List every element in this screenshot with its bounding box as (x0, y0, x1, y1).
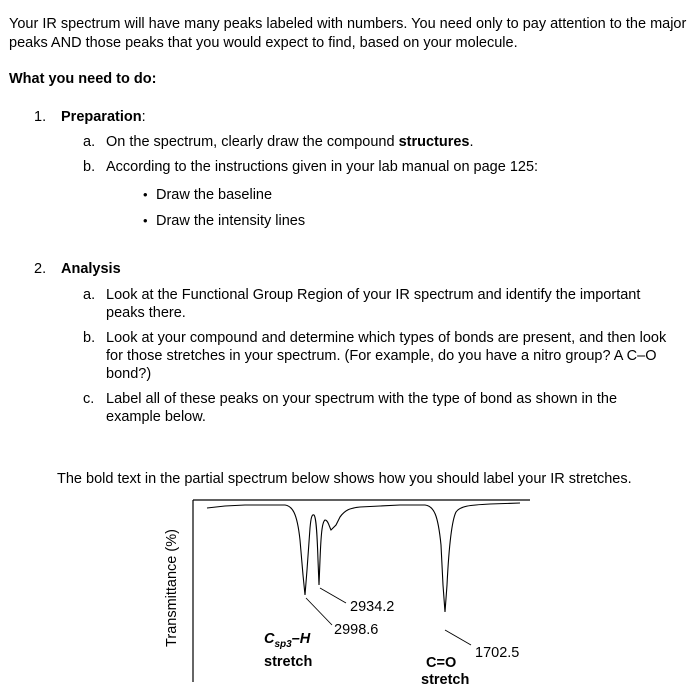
section2-title: Analysis (61, 261, 121, 277)
section1-a-letter: a. (83, 134, 96, 150)
section2-a-letter: a. (83, 287, 96, 303)
section1-b-text: According to the instructions given in your lab manual on page 125: (106, 159, 539, 175)
csp3-stretch-label: stretch (264, 654, 313, 670)
bullet-item-intensity: Draw the intensity lines (156, 213, 306, 229)
co-label: C=O (426, 655, 457, 671)
csp3-h-label (264, 630, 310, 654)
section1-a-after: . (469, 134, 474, 150)
co-stretch-label: stretch (421, 672, 470, 688)
section1-number: 1. (34, 109, 47, 125)
section1-b-letter: b. (83, 159, 96, 175)
peak-label-2934: 2934.2 (350, 599, 395, 615)
peak-label-2998: 2998.6 (334, 622, 379, 638)
section2-c-letter: c. (83, 391, 95, 407)
bullet-item-baseline: Draw the baseline (156, 187, 273, 203)
csp3-suffix: –H (291, 631, 311, 647)
section1-title-text: Preparation (61, 109, 142, 125)
csp3-base: C (264, 631, 275, 647)
section1-a-before: On the spectrum, clearly draw the compound (106, 134, 399, 150)
section2-a-text: Look at the Functional Group Region of your IR spectrum and identify the important peaks there. (106, 287, 641, 321)
y-axis-label: Transmittance (%) (164, 529, 180, 647)
section1-a-bold: structures (398, 134, 470, 150)
bullet-icon: • (143, 187, 148, 202)
section2-b-text: Look at your compound and determine which types of bonds are present, and then look for those stretches in your spectrum. (For example, do you have a nitro group? A C–O bond?) (106, 330, 667, 382)
leader-2934 (320, 588, 346, 603)
leader-2998 (306, 598, 332, 625)
section2-c-text: Label all of these peaks on your spectrum with the type of bond as shown in the example below. (106, 391, 618, 425)
spectrum-trace (207, 503, 520, 612)
bullet-icon: • (143, 213, 148, 228)
section2-number: 2. (34, 261, 47, 277)
csp3-sub: sp3 (274, 638, 292, 650)
section1-title-suffix: : (141, 109, 146, 125)
section2-b-letter: b. (83, 330, 96, 346)
intro-paragraph: Your IR spectrum will have many peaks labeled with numbers. You need only to pay attention to the major peaks AND those peaks that you would expect to find, based on your molecule. (9, 16, 687, 51)
section-heading: What you need to do: (9, 71, 157, 87)
leader-1702 (445, 630, 471, 645)
spectrum-caption: The bold text in the partial spectrum below shows how you should label your IR stretches. (57, 471, 632, 487)
peak-label-1702: 1702.5 (475, 645, 520, 661)
